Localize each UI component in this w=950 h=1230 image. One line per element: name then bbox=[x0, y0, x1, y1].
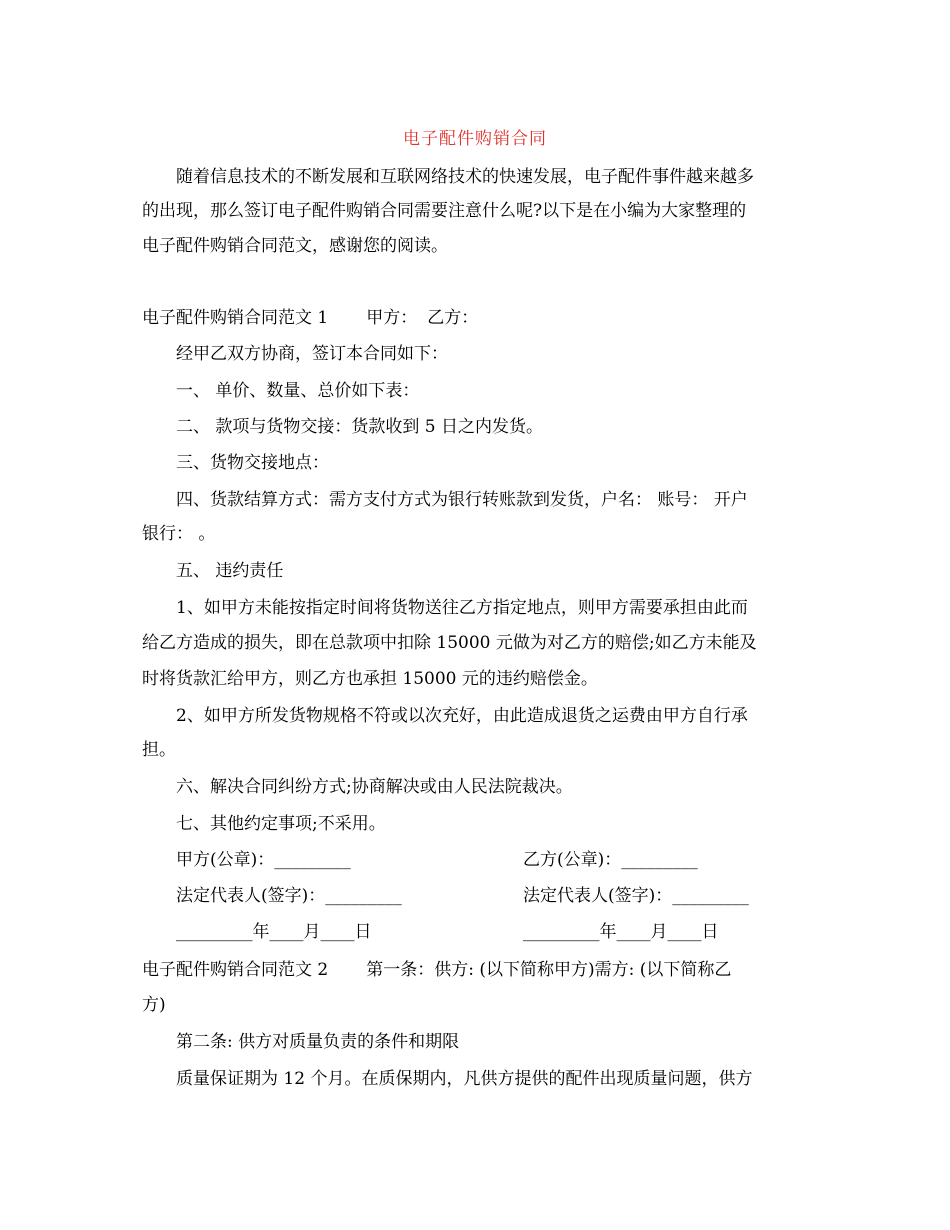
sample1-heading: 电子配件购销合同范文 1 bbox=[142, 308, 329, 328]
party-b-representative: 法定代表人(签字)：_________ bbox=[523, 886, 749, 906]
party-a-representative: 法定代表人(签字)：_________ bbox=[176, 886, 402, 906]
clause-5-2-line-2: 担。 bbox=[142, 740, 176, 760]
party-a-date: _________年____月____日 bbox=[176, 922, 372, 942]
clause-3: 三、货物交接地点： bbox=[176, 453, 329, 473]
clause-5-1-line-2: 给乙方造成的损失，即在总款项中扣除 15000 元做为对乙方的赔偿;如乙方未能及 bbox=[142, 633, 757, 653]
intro-line-2: 的出现，那么签订电子配件购销合同需要注意什么呢?以下是在小编为大家整理的 bbox=[142, 201, 747, 221]
clause-1: 一、 单价、数量、总价如下表： bbox=[176, 381, 420, 401]
clause-5-1-line-1: 1、如甲方未能按指定时间将货物送往乙方指定地点，则甲方需要承担由此而 bbox=[176, 598, 748, 618]
sample2-article-2: 第二条: 供方对质量负责的条件和期限 bbox=[176, 1032, 460, 1052]
party-b-date: _________年____月____日 bbox=[523, 922, 719, 942]
clause-5-1-line-3: 时将货款汇给甲方，则乙方也承担 15000 元的违约赔偿金。 bbox=[142, 669, 598, 689]
clause-7: 七、其他约定事项;不采用。 bbox=[176, 814, 386, 834]
clause-2: 二、 款项与货物交接：货款收到 5 日之内发货。 bbox=[176, 417, 544, 437]
sample1-heading-row bbox=[142, 306, 478, 330]
sample2-article-2-text: 质量保证期为 12 个月。在质保期内，凡供方提供的配件出现质量问题，供方 bbox=[176, 1069, 753, 1089]
document-title: 电子配件购销合同 bbox=[403, 129, 547, 149]
clause-4-line-1: 四、货款结算方式：需方支付方式为银行转账款到发货，户名： 账号： 开户 bbox=[176, 490, 748, 510]
sample2-heading: 电子配件购销合同范文 2 bbox=[142, 960, 329, 980]
clause-5-2-line-1: 2、如甲方所发货物规格不符或以次充好，由此造成退货之运费由甲方自行承 bbox=[176, 706, 748, 726]
clause-6: 六、解决合同纠纷方式;协商解决或由人民法院裁决。 bbox=[176, 777, 573, 797]
clause-4-line-2: 银行： 。 bbox=[142, 524, 216, 544]
sample2-article-1-cont: 方) bbox=[142, 995, 166, 1015]
sample2-heading-row bbox=[142, 958, 731, 982]
clause-agreement: 经甲乙双方协商，签订本合同如下： bbox=[176, 344, 448, 364]
party-a-seal: 甲方(公章)：_________ bbox=[176, 850, 351, 870]
party-b-seal: 乙方(公章)：_________ bbox=[523, 850, 698, 870]
sample2-article-1: 第一条：供方: (以下简称甲方)需方: (以下简称乙 bbox=[366, 960, 732, 980]
intro-line-1: 随着信息技术的不断发展和互联网络技术的快速发展，电子配件事件越来越多 bbox=[176, 167, 754, 187]
intro-line-3: 电子配件购销合同范文，感谢您的阅读。 bbox=[142, 236, 448, 256]
clause-5: 五、 违约责任 bbox=[176, 561, 284, 581]
party-a-label: 甲方： bbox=[366, 308, 418, 328]
party-b-label: 乙方： bbox=[427, 308, 479, 328]
